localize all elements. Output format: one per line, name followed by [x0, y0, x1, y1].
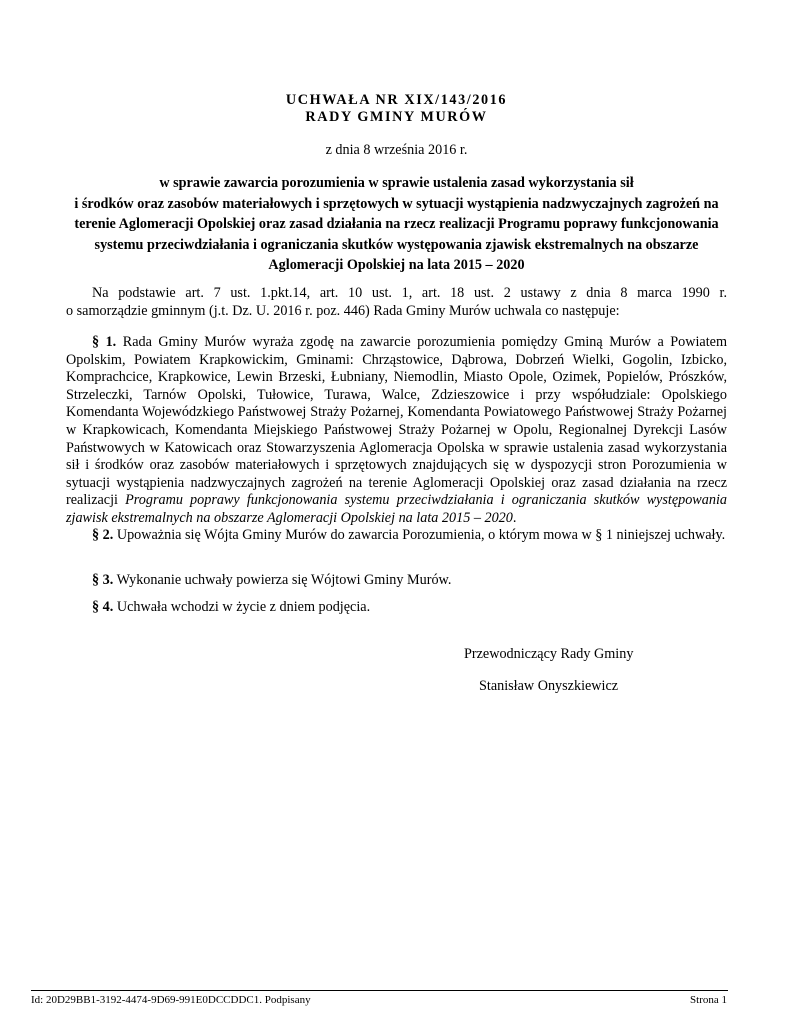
footer-divider — [31, 990, 728, 991]
section-3 — [66, 572, 727, 590]
signatory-name: Stanisław Onyszkiewicz — [479, 678, 619, 694]
section-text: Uchwała wchodzi w życie z dniem podjęcia. — [116, 599, 371, 615]
section-number: § 1. — [92, 334, 117, 350]
section-number: § 3. — [92, 572, 114, 588]
page-number: Strona 1 — [690, 994, 727, 1006]
section-1 — [66, 334, 727, 528]
legal-basis-line: o samorządzie gminnym (j.t. Dz. U. 2016 r. poz. 446) Rada Gminy Murów uchwala co następuje: — [66, 303, 620, 319]
section-text: Wykonanie uchwały powierza się Wójtowi Gminy Murów. — [116, 572, 452, 588]
section-4 — [66, 599, 727, 617]
legal-basis-line: Na podstawie art. 7 ust. 1.pkt.14, art. 10 ust. 1, art. 18 ust. 2 ustawy z dnia 8 marca 1990 r. — [92, 285, 727, 301]
section-text: Upoważnia się Wójta Gminy Murów do zawarcia Porozumienia, o którym mowa w § 1 niniejszej uchwały. — [116, 527, 726, 543]
section-2 — [66, 527, 727, 545]
section-number: § 4. — [92, 599, 114, 615]
subject-line: w sprawie zawarcia porozumienia w sprawie ustalenia zasad wykorzystania sił — [159, 175, 634, 191]
resolution-title: UCHWAŁA NR XIX/143/2016 — [285, 92, 508, 108]
resolution-issuer: RADY GMINY MURÓW — [305, 109, 488, 125]
subject-line: i środków oraz zasobów materiałowych i sprzętowych w sytuacji wystąpienia nadzwyczajnych zagrożeń na — [74, 195, 719, 212]
resolution-subject — [66, 173, 727, 276]
section-text: Rada Gminy Murów wyraża zgodę na zawarcie porozumienia pomiędzy Gminą Murów a Powiatem Opolskim, Powiatem Krapkowickim, Gminami: Chrząstowice, Dąbrowa, Dobrzeń Wielki, Gogolin, Izbicko, Komprachcice, Krapkowice, Lewin Brzeski, Łubniany, Niemodlin, Miasto Opole, Ozimek, Popielów, Prószków, Strzeleczki, Tarnów Opolski, Tułowice, Turawa, Walce, Zdzieszowice i przy współudziale: Opolskiego Komendanta Wojewódzkiego Państwowej Straży Pożarnej, Komendanta Powiatowego Państwowej Straży Pożarnej w Krapkowicach, Komendanta Miejskiego Państwowej Straży Pożarnej w Opolu, Regionalnej Dyrekcji Lasów Państwowych w Katowicach oraz Stowarzyszenia Aglomeracja Opolska w sprawie ustalenia zasad wykorzystania sił i środków oraz zasobów materiałowych i sprzętowych znajdujących się w dyspozycji stron Porozumienia w sytuacji wystąpienia nadzwyczajnych zagrożeń na terenie Aglomeracji Opolskiej oraz zasad działania na rzecz realizacji — [66, 334, 727, 509]
subject-line: systemu przeciwdziałania i ograniczania skutków występowania zjawisk ekstremalnych na obszarze — [94, 236, 699, 253]
resolution-date: z dnia 8 września 2016 r. — [325, 142, 468, 158]
section-number: § 2. — [92, 527, 114, 543]
document-id: Id: 20D29BB1-3192-4474-9D69-991E0DCCDDC1. Podpisany — [31, 994, 311, 1006]
subject-line: Aglomeracji Opolskiej na lata 2015 – 2020 — [268, 257, 525, 273]
subject-line: terenie Aglomeracji Opolskiej oraz zasad działania na rzecz realizacji Programu poprawy funkcjonowania — [74, 216, 719, 232]
program-name: Programu poprawy funkcjonowania systemu przeciwdziałania i ograniczania skutków występowania zjawisk ekstremalnych na obszarze Aglomeracji Opolskiej na lata 2015 – 2020 — [66, 492, 727, 526]
signatory-title: Przewodniczący Rady Gminy — [464, 646, 634, 662]
legal-basis — [66, 284, 727, 320]
section-tail: . — [512, 509, 517, 526]
